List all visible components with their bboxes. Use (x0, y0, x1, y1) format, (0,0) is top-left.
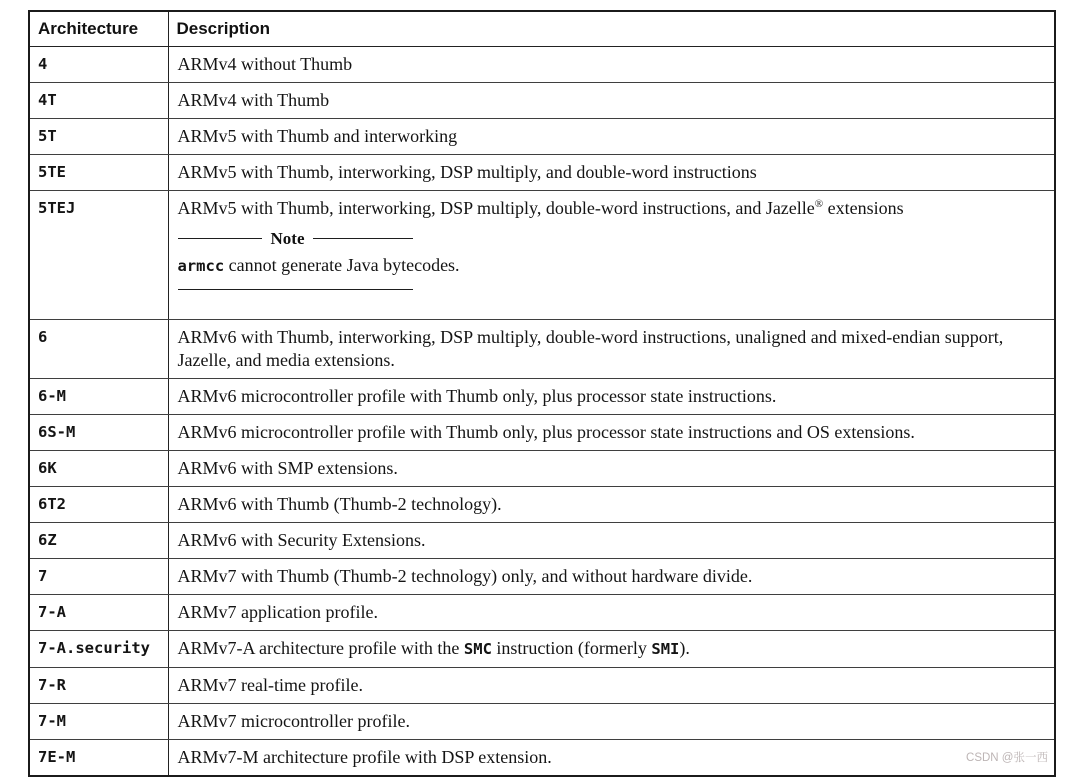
desc-text: ARMv7 microcontroller profile. (177, 711, 410, 731)
table-row (29, 83, 1055, 119)
description-line (178, 746, 1046, 769)
architecture-cell: 5T (29, 119, 168, 155)
description-line (178, 89, 1046, 112)
description-cell (168, 119, 1055, 155)
description-cell (168, 451, 1055, 487)
table-row (29, 487, 1055, 523)
desc-text: ARMv7 real-time profile. (177, 675, 363, 695)
table-row (29, 595, 1055, 631)
table-row (29, 740, 1055, 777)
description-cell (168, 595, 1055, 631)
note-label: Note (270, 228, 305, 248)
csdn-watermark: CSDN @张一西 (966, 752, 1048, 764)
description-line (178, 326, 1046, 372)
desc-text: ARMv7-M architecture profile with DSP extension. (177, 747, 552, 767)
architecture-cell: 7-M (29, 704, 168, 740)
architecture-cell: 6K (29, 451, 168, 487)
registered-trademark-symbol: ® (814, 198, 824, 210)
description-cell (168, 631, 1055, 668)
table-row (29, 631, 1055, 668)
note-body (178, 254, 1046, 278)
description-line (178, 637, 1046, 661)
desc-text: ARMv7 with Thumb (Thumb-2 technology) only, and without hardware divide. (177, 566, 753, 586)
table-header (29, 11, 1055, 47)
inline-code: armcc (177, 257, 225, 275)
desc-text: ). (679, 638, 690, 658)
architecture-table (28, 10, 1056, 777)
desc-text: ARMv6 microcontroller profile with Thumb only, plus processor state instructions. (177, 386, 777, 406)
description-cell (168, 523, 1055, 559)
inline-code: SMC (463, 640, 492, 658)
table-row (29, 451, 1055, 487)
architecture-cell: 7E-M (29, 740, 168, 777)
table-row (29, 119, 1055, 155)
desc-text: ARMv5 with Thumb and interworking (177, 126, 458, 146)
architecture-cell: 6Z (29, 523, 168, 559)
description-cell (168, 379, 1055, 415)
inline-code: SMI (651, 640, 680, 658)
architecture-cell: 7 (29, 559, 168, 595)
description-line (178, 493, 1046, 516)
architecture-cell: 5TEJ (29, 191, 168, 320)
description-cell (168, 740, 1055, 777)
table-row (29, 415, 1055, 451)
architecture-cell: 6T2 (29, 487, 168, 523)
header-row (29, 11, 1055, 47)
desc-text: ARMv5 with Thumb, interworking, DSP multiply, double-word instructions, and Jazelle (177, 198, 815, 218)
note-rule-left (178, 238, 262, 239)
description-line (178, 197, 1046, 220)
description-cell (168, 83, 1055, 119)
description-cell (168, 155, 1055, 191)
architecture-cell: 7-R (29, 668, 168, 704)
arch-table-body (29, 47, 1055, 777)
column-header-description: Description (168, 11, 1055, 47)
desc-text: ARMv6 with Thumb (Thumb-2 technology). (177, 494, 502, 514)
description-line (178, 53, 1046, 76)
table-row (29, 155, 1055, 191)
table-row (29, 47, 1055, 83)
architecture-cell: 6 (29, 320, 168, 379)
description-cell (168, 415, 1055, 451)
description-line (178, 565, 1046, 588)
description-cell (168, 559, 1055, 595)
desc-text: ARMv7 application profile. (177, 602, 378, 622)
architecture-cell: 6-M (29, 379, 168, 415)
desc-text: ARMv4 with Thumb (177, 90, 330, 110)
desc-text: ARMv6 microcontroller profile with Thumb only, plus processor state instructions and OS extensions. (177, 422, 915, 442)
table-row (29, 191, 1055, 320)
description-cell (168, 191, 1055, 320)
table-row (29, 668, 1055, 704)
desc-text: ARMv6 with Thumb, interworking, DSP multiply, double-word instructions, unaligned and mixed-endian support, Jazelle, and media extensions. (177, 327, 1004, 370)
architecture-cell: 7-A (29, 595, 168, 631)
description-cell (168, 320, 1055, 379)
description-line (178, 674, 1046, 697)
description-line (178, 710, 1046, 733)
table-row (29, 320, 1055, 379)
description-line (178, 385, 1046, 408)
description-line (178, 161, 1046, 184)
desc-text: ARMv6 with Security Extensions. (177, 530, 426, 550)
description-cell (168, 704, 1055, 740)
table-row (29, 523, 1055, 559)
description-cell (168, 47, 1055, 83)
desc-text: ARMv7-A architecture profile with the (177, 638, 464, 658)
note-header (178, 227, 1046, 249)
description-cell (168, 487, 1055, 523)
table-row (29, 379, 1055, 415)
architecture-cell: 4 (29, 47, 168, 83)
desc-text: ARMv6 with SMP extensions. (177, 458, 398, 478)
note-block (178, 227, 1046, 290)
note-rule-close (178, 289, 413, 290)
desc-text: extensions (823, 198, 904, 218)
description-cell (168, 668, 1055, 704)
architecture-cell: 5TE (29, 155, 168, 191)
desc-text: ARMv4 without Thumb (177, 54, 353, 74)
table-row (29, 559, 1055, 595)
description-line (178, 601, 1046, 624)
desc-text: cannot generate Java bytecodes. (224, 255, 460, 275)
note-rule-right (313, 238, 413, 239)
desc-text: instruction (formerly (491, 638, 652, 658)
desc-text: ARMv5 with Thumb, interworking, DSP multiply, and double-word instructions (177, 162, 757, 182)
description-line (178, 529, 1046, 552)
description-line (178, 125, 1046, 148)
architecture-cell: 6S-M (29, 415, 168, 451)
table-row (29, 704, 1055, 740)
architecture-cell: 7-A.security (29, 631, 168, 668)
architecture-cell: 4T (29, 83, 168, 119)
column-header-architecture: Architecture (29, 11, 168, 47)
description-line (178, 421, 1046, 444)
description-line (178, 457, 1046, 480)
